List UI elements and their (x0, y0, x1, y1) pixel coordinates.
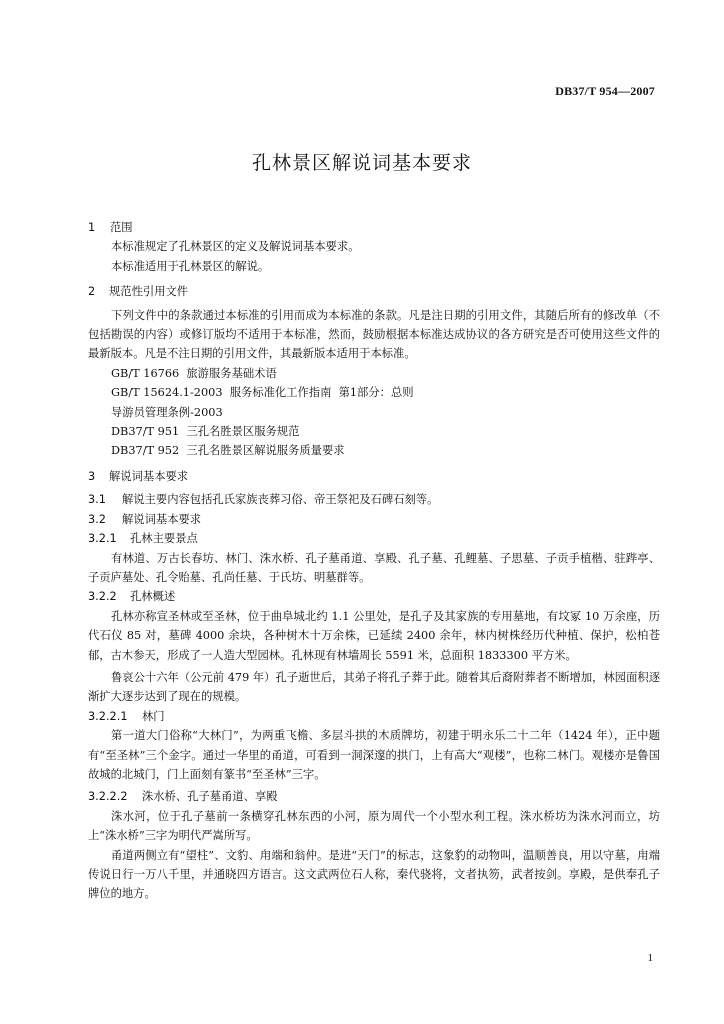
clause-number: 3.1 (88, 493, 106, 507)
clause-title: 解说词基本要求 (122, 512, 202, 526)
page-number: 1 (647, 952, 653, 964)
paragraph: 洙水河，位于孔子墓前一条横穿孔林东西的小河，原为周代一个小型水利工程。洙水桥坊为洙水河而立，坊上“洙水桥”三字为明代严嵩所写。 (88, 809, 660, 843)
paragraph: 下列文件中的条款通过本标准的引用而成为本标准的条款。凡是注日期的引用文件，其随后所有的修改单（不包括勘误的内容）或修订版均不适用于本标准，然而，鼓励根据本标准达成协议的各方研究是否可使用这些文件的最新版本。凡是不注日期的引用文件，其最新版本适用于本标准。 (88, 308, 660, 361)
standard-code: DB37/T 954—2007 (555, 84, 655, 98)
section-2-heading (88, 282, 660, 301)
section-title: 规范性引用文件 (109, 285, 189, 299)
paragraph: 第一道大门俗称“大林门”，为两重飞檐、多层斗拱的木质牌坊，初建于明永乐二十二年（1424 年），正中题有“至圣林”三个金字。通过一华里的甬道，可看到一洞深邃的拱门，上有高大“观楼”，也称二林门。观楼亦是鲁国故城的北城门，门上面刻有篆书“至圣林”三字。 (88, 729, 660, 781)
paragraph: 本标准规定了孔林景区的定义及解说词基本要求。 (111, 240, 360, 254)
clause-3-2-2-1-heading (88, 707, 660, 726)
reference-item: DB37/T 951 三孔名胜景区服务规范 (111, 425, 300, 439)
clause-3-2-2-heading (88, 587, 660, 606)
section-title: 范围 (110, 221, 133, 234)
clause-title: 孔林主要景点 (130, 532, 198, 546)
section-3-heading (88, 467, 660, 486)
clause-title: 洙水桥、孔子墓甬道、享殿 (142, 790, 278, 804)
paragraph: 鲁哀公十六年（公元前 479 年）孔子逝世后，其弟子将孔子葬于此。随着其后裔附葬者不断增加，林园面积逐渐扩大逐步达到了现在的规模。 (88, 670, 660, 704)
reference-item: DB37/T 952 三孔名胜景区解说服务质量要求 (111, 444, 345, 458)
paragraph: 孔林亦称宣圣林或至圣林，位于曲阜城北约 1.1 公里处，是孔子及其家族的专用墓地，有坟冢 10 万余座，历代石仪 85 对，墓碑 4000 余块，各种树木十万余株，已延续 2400 余年，林内树株经历代种植、保护，松柏苍郁，古木参天，形成了一人造大型园林。孔林现有林墙周长 5591 米，总面积 1833300 平方米。 (88, 609, 660, 662)
document-title: 孔林景区解说词基本要求 (251, 152, 472, 174)
clause-text: 解说主要内容包括孔氏家族丧葬习俗、帝王祭祀及石碑石刻等。 (122, 493, 439, 507)
clause-3-2-heading (88, 510, 660, 529)
section-number: 3 (88, 469, 96, 483)
clause-number: 3.2.2 (88, 590, 117, 604)
section-number: 2 (88, 285, 96, 299)
clause-number: 3.2 (88, 512, 106, 526)
reference-item: GB/T 16766 旅游服务基础术语 (111, 366, 277, 380)
clause-title: 孔林概述 (130, 590, 176, 604)
paragraph: 甬道两侧立有“望柱”、文豹、甪端和翁仲。是进“天门”的标志，这象豹的动物叫，温顺善良，用以守墓，甪端传说日行一万八千里，并通晓四方语言。这文武两位石人称，秦代骁将，文者执笏，武者按剑。享殿，是供奉孔子牌位的地方。 (88, 848, 660, 901)
clause-3-2-1-heading (88, 529, 660, 548)
reference-item: 导游员管理条例-2003 (111, 405, 223, 419)
paragraph: 有林道、万古长春坊、林门、洙水桥、孔子墓甬道、享殿、孔子墓、孔鲤墓、子思墓、子贡手植楷、驻跸亭、子贡庐墓处、孔令贻墓、孔尚任墓、于氏坊、明墓群等。 (88, 551, 660, 584)
section-1-heading (88, 218, 660, 237)
clause-number: 3.2.2.1 (88, 709, 128, 723)
clause-number: 3.2.2.2 (88, 790, 128, 804)
clause-title: 林门 (142, 709, 165, 723)
clause-3-2-2-2-heading (88, 787, 660, 806)
paragraph: 本标准适用于孔林景区的解说。 (111, 259, 270, 273)
clause-3-1 (88, 490, 660, 509)
clause-number: 3.2.1 (88, 532, 117, 546)
section-title: 解说词基本要求 (109, 469, 189, 483)
section-number: 1 (88, 221, 96, 234)
reference-item: GB/T 15624.1-2003 服务标准化工作指南 第1部分：总则 (111, 386, 414, 400)
document-body (88, 218, 660, 904)
